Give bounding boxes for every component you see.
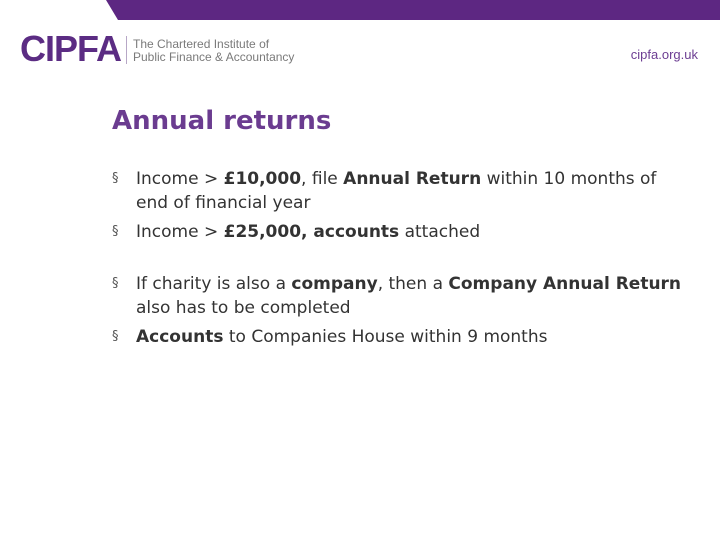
bullet-item bbox=[112, 167, 692, 215]
bullet-text: attached bbox=[399, 222, 481, 242]
bullet-item bbox=[112, 220, 692, 244]
header-band bbox=[0, 0, 720, 20]
bullet-text: to Companies House within 9 months bbox=[223, 327, 548, 347]
slide-title: Annual returns bbox=[112, 106, 332, 136]
bullet-marker: § bbox=[112, 224, 119, 239]
site-url[interactable]: cipfa.org.uk bbox=[630, 47, 698, 62]
bullet-text: within 10 months of end of financial year bbox=[136, 169, 657, 213]
bullet-emphasis: Company Annual Return bbox=[448, 274, 682, 294]
bullet-marker: § bbox=[112, 329, 119, 344]
bullet-text: Income > bbox=[136, 222, 224, 242]
bullet-text: also has to be completed bbox=[136, 298, 351, 318]
bullet-text: If charity is also a bbox=[136, 274, 292, 294]
bullet-item bbox=[112, 272, 692, 320]
bullet-marker: § bbox=[112, 171, 119, 186]
bullet-text: , file bbox=[301, 169, 344, 189]
bullet-emphasis: £25,000, accounts bbox=[223, 222, 400, 242]
bullet-emphasis: Annual Return bbox=[343, 169, 482, 189]
bullet-text: Income > bbox=[136, 169, 224, 189]
bullet-text: , then a bbox=[377, 274, 449, 294]
tagline-line-1: The Chartered Institute of bbox=[133, 37, 270, 51]
bullet-emphasis: Accounts bbox=[136, 327, 224, 347]
bullet-marker: § bbox=[112, 276, 119, 291]
bullet-item bbox=[112, 325, 692, 349]
tagline-line-2: Public Finance & Accountancy bbox=[133, 50, 295, 64]
logo-tagline bbox=[133, 38, 294, 64]
bullet-emphasis: £10,000 bbox=[223, 169, 302, 189]
logo-divider bbox=[126, 36, 127, 64]
cipfa-logo: CIPFA bbox=[20, 28, 122, 69]
bullet-list bbox=[112, 167, 692, 354]
bullet-emphasis: company bbox=[291, 274, 378, 294]
